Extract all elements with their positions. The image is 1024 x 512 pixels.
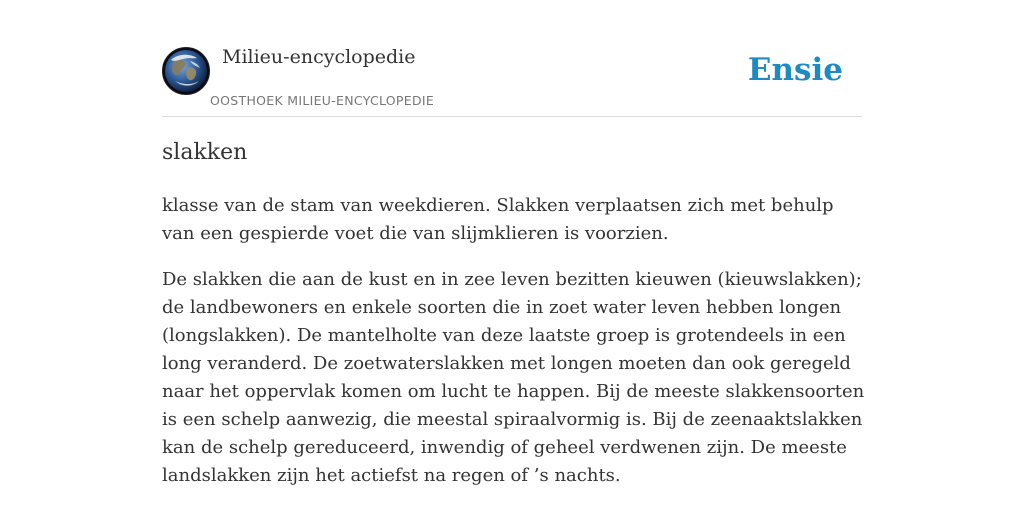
definition-paragraph: De slakken die aan de kust en in zee leven bezitten kieuwen (kieuwslakken); de landbewoners en enkele soorten die in zoet water leven hebben longen (longslakken). De mantelholte van deze laatste groep is grotendeels in een long veranderd. De zoetwaterslakken met longen moeten dan ook geregeld naar het oppervlak komen om lucht te happen. Bij de meeste slakkensoorten is een schelp aanwezig, die meestal spiraalvormig is. Bij de zeenaaktslakken kan de schelp gereduceerd, inwendig of geheel verdwenen zijn. De meeste landslakken zijn het actiefst na regen of ’s nachts. xyxy=(162,269,865,486)
definition-paragraph: klasse van de stam van weekdieren. Slakken verplaatsen zich met behulp van een gespierde voet die van slijmklieren is voorzien. xyxy=(162,195,834,244)
entry-term: slakken xyxy=(162,140,248,165)
earth-globe-icon[interactable] xyxy=(162,47,210,95)
site-subtitle[interactable]: OOSTHOEK MILIEU-ENCYCLOPEDIE xyxy=(210,93,435,108)
site-title[interactable]: Milieu-encyclopedie xyxy=(222,46,416,68)
site-header xyxy=(162,46,862,117)
brand-logo[interactable]: Ensie xyxy=(747,52,843,88)
entry-definition xyxy=(162,192,867,508)
